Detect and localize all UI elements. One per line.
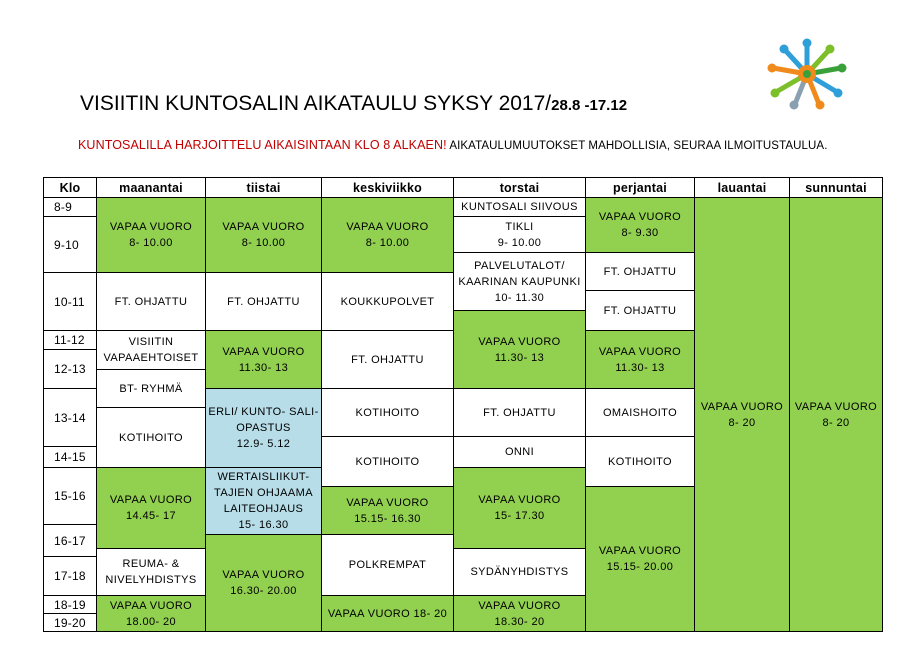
schedule-cell-fri: VAPAA VUORO 8- 9.30 [585,197,695,253]
schedule-cell-thu: SYDÄNYHDISTYS [453,548,586,596]
time-slot-label: 14-15 [43,446,97,468]
schedule-cell-mon: VAPAA VUORO 14.45- 17 [96,467,206,549]
time-slot-label: 12-13 [43,349,97,389]
schedule-cell-wed: VAPAA VUORO 18- 20 [321,595,454,632]
title-dates: 28.8 -17.12 [551,97,628,114]
time-slot-label: 19-20 [43,613,97,632]
schedule-cell-wed: POLKREMPAT [321,534,454,596]
schedule-cell-fri: KOTIHOITO [585,436,695,487]
time-slot-label: 8-9 [43,197,97,217]
schedule-cell-fri: OMAISHOITO [585,388,695,437]
header-klo: Klo [43,177,97,198]
schedule-cell-tue: WERTAISLIIKUT- TAJIEN OHJAAMA LAITEOHJAUS 15- 16.30 [205,467,322,535]
time-slot-label: 17-18 [43,556,97,596]
title-main: VISIITIN KUNTOSALIN AIKATAULU SYKSY 2017/ [80,92,552,115]
header-perjantai: perjantai [585,177,695,198]
header-maanantai: maanantai [96,177,206,198]
time-slot-label: 18-19 [43,595,97,614]
schedule-cell-tue: ERLI/ KUNTO- SALI- OPASTUS 12.9- 5.12 [205,388,322,468]
schedule-cell-tue: VAPAA VUORO 11.30- 13 [205,330,322,389]
schedule-cell-mon: VAPAA VUORO 8- 10.00 [96,197,206,273]
time-slot-label: 13-14 [43,388,97,447]
schedule-cell-thu: ONNI [453,436,586,468]
schedule-cell-mon: BT- RYHMÄ [96,369,206,408]
notice-info: AIKATAULUMUUTOKSET MAHDOLLISIA, SEURAA ILMOITUSTAULUA. [449,140,828,152]
time-slot-label: 9-10 [43,216,97,273]
schedule-cell-tue: VAPAA VUORO 8- 10.00 [205,197,322,273]
schedule-cell-mon: REUMA- & NIVELYHDISTYS [96,548,206,596]
schedule-cell-fri: FT. OHJATTU [585,252,695,291]
header-sunnuntai: sunnuntai [789,177,883,198]
time-slot-label: 10-11 [43,272,97,331]
header-keskiviikko: keskiviikko [321,177,454,198]
schedule-cell-wed: VAPAA VUORO 8- 10.00 [321,197,454,273]
schedule-cell-wed: KOTIHOITO [321,388,454,437]
schedule-cell-thu: KUNTOSALI SIIVOUS [453,197,586,217]
time-slot-label: 15-16 [43,467,97,525]
schedule-cell-tue: FT. OHJATTU [205,272,322,331]
schedule-cell-wed: KOTIHOITO [321,436,454,487]
schedule-cell-mon: KOTIHOITO [96,407,206,468]
schedule-cell-fri: FT. OHJATTU [585,290,695,331]
header-lauantai: lauantai [694,177,790,198]
schedule-cell-mon: FT. OHJATTU [96,272,206,331]
time-slot-label: 16-17 [43,524,97,557]
schedule-cell-wed: VAPAA VUORO 15.15- 16.30 [321,486,454,535]
notice-warning: KUNTOSALILLA HARJOITTELU AIKAISINTAAN KLO 8 ALKAEN! [78,138,447,152]
schedule-cell-thu: VAPAA VUORO 15- 17.30 [453,467,586,549]
schedule-cell-wed: KOUKKUPOLVET [321,272,454,331]
schedule-cell-sat: VAPAA VUORO 8- 20 [694,197,790,632]
schedule-cell-thu: VAPAA VUORO 11.30- 13 [453,310,586,389]
schedule-cell-thu: PALVELUTALOT/ KAARINAN KAUPUNKI 10- 11.30 [453,252,586,311]
schedule-cell-mon: VISIITIN VAPAAEHTOISET [96,330,206,370]
schedule-cell-mon: VAPAA VUORO 18.00- 20 [96,595,206,632]
schedule-cell-thu: FT. OHJATTU [453,388,586,437]
header-torstai: torstai [453,177,586,198]
header-tiistai: tiistai [205,177,322,198]
schedule-cell-fri: VAPAA VUORO 11.30- 13 [585,330,695,389]
schedule-cell-thu: VAPAA VUORO 18.30- 20 [453,595,586,632]
schedule-cell-tue: VAPAA VUORO 16.30- 20.00 [205,534,322,632]
schedule-cell-sun: VAPAA VUORO 8- 20 [789,197,883,632]
schedule-cell-fri: VAPAA VUORO 15.15- 20.00 [585,486,695,632]
schedule-cell-wed: FT. OHJATTU [321,330,454,389]
time-slot-label: 11-12 [43,330,97,350]
schedule-cell-thu: TIKLI 9- 10.00 [453,216,586,253]
